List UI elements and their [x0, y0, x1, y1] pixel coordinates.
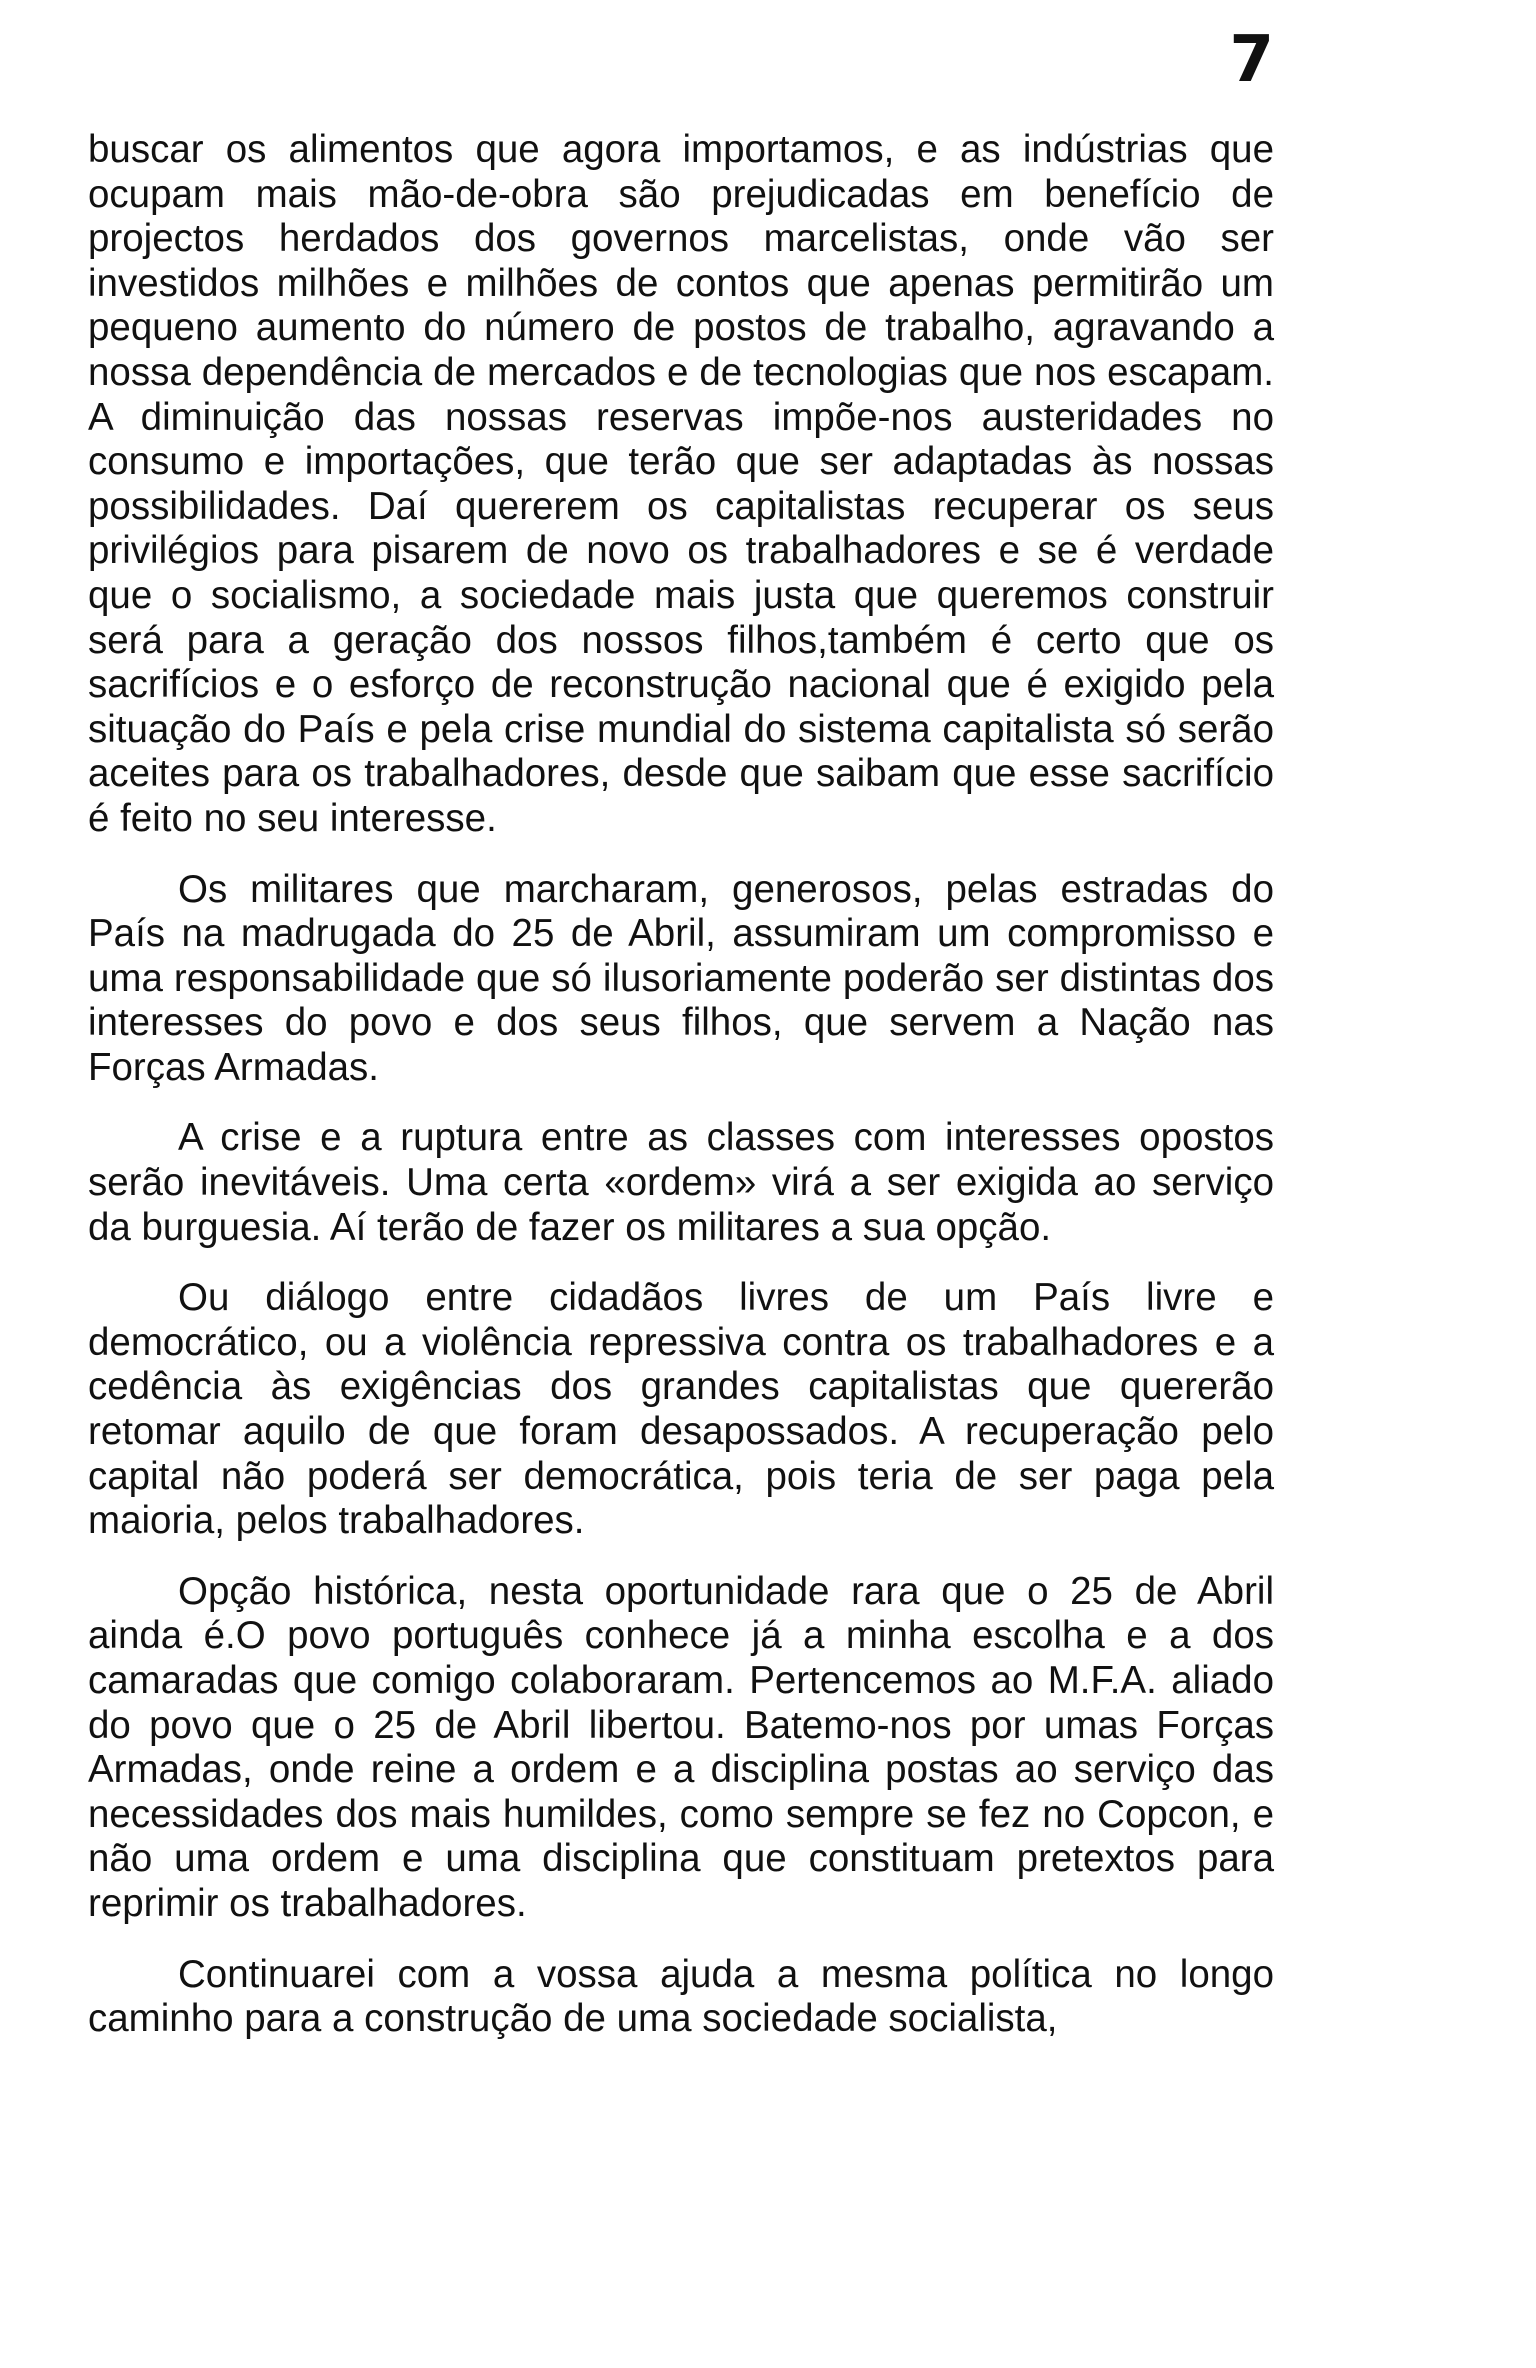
paragraph-4: Ou diálogo entre cidadãos livres de um País livre e democrático, ou a violência repressiva contra os trabalhadores e a cedência às exigências dos grandes capitalistas que quererão retomar aquilo de que foram desapossados. A recuperação pelo capital não poderá ser democrática, pois teria de ser paga pela maioria, pelos trabalhadores. — [88, 1276, 1274, 1543]
page-number: 7 — [1229, 23, 1274, 97]
body-text — [88, 128, 1274, 2042]
paragraph-3: A crise e a ruptura entre as classes com interesses opostos serão inevitáveis. Uma certa «ordem» virá a ser exigida ao serviço da burguesia. Aí terão de fazer os militares a sua opção. — [88, 1116, 1274, 1249]
paragraph-1: buscar os alimentos que agora importamos, e as indústrias que ocupam mais mão-de-obra são prejudicadas em benefício de projectos herdados dos governos marcelistas, onde vão ser investidos milhões e milhões de contos que apenas permitirão um pequeno aumento do número de postos de trabalho, agravando a nossa dependência de mercados e de tecnologias que nos escapam. A diminuição das nossas reservas impõe-nos austeridades no consumo e importações, que terão que ser adaptadas às nossas possibilidades. Daí quererem os capitalistas recuperar os seus privilégios para pisarem de novo os trabalhadores e se é verdade que o socialismo, a sociedade mais justa que queremos construir será para a geração dos nossos filhos,também é certo que os sacrifícios e o esforço de reconstrução nacional que é exigido pela situação do País e pela crise mundial do sistema capitalista só serão aceites para os trabalhadores, desde que saibam que esse sacrifício é feito no seu interesse. — [88, 128, 1274, 840]
paragraph-5: Opção histórica, nesta oportunidade rara que o 25 de Abril ainda é.O povo português conhece já a minha escolha e a dos camaradas que comigo colaboraram. Pertencemos ao M.F.A. aliado do povo que o 25 de Abril libertou. Batemo-nos por umas Forças Armadas, onde reine a ordem e a disciplina postas ao serviço das necessidades dos mais humildes, como sempre se fez no Copcon, e não uma ordem e uma disciplina que constituam pretextos para reprimir os trabalhadores. — [88, 1569, 1274, 1925]
paragraph-2: Os militares que marcharam, generosos, pelas estradas do País na madrugada do 25 de Abril, assumiram um compromisso e uma responsabilidade que só ilusoriamente poderão ser distintas dos interesses do povo e dos seus filhos, que servem a Nação nas Forças Armadas. — [88, 867, 1274, 1089]
paragraph-6: Continuarei com a vossa ajuda a mesma política no longo caminho para a construção de uma sociedade socialista, — [88, 1952, 1274, 2041]
